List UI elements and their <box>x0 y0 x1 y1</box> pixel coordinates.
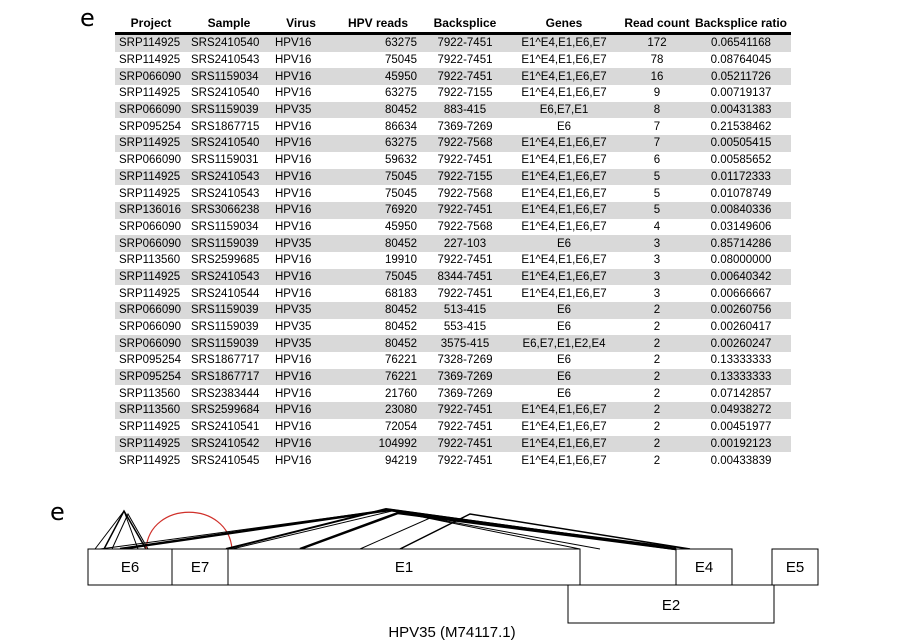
cell-virus: HPV16 <box>275 154 312 167</box>
cell-backsplice: 7922-7451 <box>425 34 505 52</box>
gene-label-e1: E1 <box>394 559 414 576</box>
cell-backsplice: 7922-7451 <box>437 254 493 267</box>
cell-backsplice: 883-415 <box>425 102 505 119</box>
cell-read-count: 2 <box>623 335 691 352</box>
cell-backsplice: 7369-7269 <box>437 387 493 400</box>
cell-backsplice-ratio: 0.21538462 <box>710 120 772 133</box>
gene-label-e7: E7 <box>190 559 210 576</box>
cell-backsplice-ratio: 0.03149606 <box>710 220 772 233</box>
cell-virus: HPV16 <box>275 354 312 367</box>
cell-backsplice: 7922-7451 <box>437 154 493 167</box>
cell-backsplice: 7922-7568 <box>437 220 493 233</box>
cell-read-count: 2 <box>623 436 691 453</box>
cell-read-count: 3 <box>623 269 691 286</box>
cell-backsplice-ratio: 0.85714286 <box>691 235 791 252</box>
cell-hpv-reads: 19910 <box>385 254 417 267</box>
cell-virus: HPV16 <box>275 87 312 100</box>
cell-sample: SRS3066238 <box>187 202 271 219</box>
cell-backsplice: 7922-7451 <box>425 402 505 419</box>
cell-virus: HPV16 <box>275 54 312 67</box>
cell-read-count: 5 <box>623 169 691 186</box>
cell-backsplice-ratio: 0.01172333 <box>691 169 791 186</box>
header-genes: Genes <box>505 14 623 34</box>
cell-hpv-reads: 75045 <box>331 269 425 286</box>
cell-backsplice-ratio: 0.00260756 <box>691 302 791 319</box>
cell-backsplice: 7922-7451 <box>437 287 493 300</box>
cell-read-count: 2 <box>623 302 691 319</box>
cell-read-count: 4 <box>653 220 661 233</box>
cell-sample: SRS1867715 <box>191 120 260 133</box>
cell-sample: SRS1159034 <box>191 220 259 233</box>
cell-sample: SRS2410540 <box>187 135 271 152</box>
backsplice-arc <box>120 510 676 549</box>
cell-genes: E1^E4,E1,E6,E7 <box>505 68 623 85</box>
cell-sample: SRS2410543 <box>187 169 271 186</box>
cell-genes: E1^E4,E1,E6,E7 <box>505 269 623 286</box>
cell-sample: SRS2383444 <box>191 387 260 400</box>
cell-hpv-reads: 80452 <box>331 335 425 352</box>
cell-read-count: 2 <box>653 421 661 434</box>
cell-read-count: 2 <box>623 402 691 419</box>
cell-genes: E1^E4,E1,E6,E7 <box>521 220 607 233</box>
cell-read-count: 16 <box>623 68 691 85</box>
cell-virus: HPV16 <box>271 169 331 186</box>
cell-project: SRP066090 <box>115 302 187 319</box>
cell-backsplice: 7922-7451 <box>437 421 493 434</box>
cell-backsplice-ratio: 0.13333333 <box>691 369 791 386</box>
cell-virus: HPV16 <box>271 269 331 286</box>
cell-genes: E1^E4,E1,E6,E7 <box>505 34 623 52</box>
cell-hpv-reads: 59632 <box>385 154 417 167</box>
cell-genes: E6 <box>556 321 572 334</box>
cell-sample: SRS1159039 <box>187 335 271 352</box>
cell-hpv-reads: 80452 <box>331 302 425 319</box>
cell-project: SRP114925 <box>119 287 181 300</box>
cell-hpv-reads: 75045 <box>385 187 417 200</box>
cell-hpv-reads: 75045 <box>385 54 417 67</box>
backsplice-arc <box>226 509 676 549</box>
cell-backsplice-ratio: 0.00505415 <box>691 135 791 152</box>
cell-backsplice: 553-415 <box>443 321 487 334</box>
cell-genes: E6 <box>556 120 572 133</box>
cell-virus: HPV35 <box>271 102 331 119</box>
cell-backsplice-ratio: 0.01078749 <box>710 187 772 200</box>
cell-backsplice: 7922-7155 <box>437 87 493 100</box>
cell-project: SRP114925 <box>115 436 187 453</box>
cell-backsplice: 7369-7269 <box>437 120 493 133</box>
panel-label-bottom: e <box>50 498 65 526</box>
header-read-count: Read count <box>623 14 691 34</box>
cell-read-count: 8 <box>623 102 691 119</box>
cell-project: SRP066090 <box>119 220 182 233</box>
panel-label-top: e <box>80 4 95 32</box>
gene-label-e5: E5 <box>785 559 805 576</box>
cell-virus: HPV16 <box>271 68 331 85</box>
backsplice-arc <box>100 510 580 549</box>
cell-project: SRP114925 <box>119 54 181 67</box>
cell-backsplice: 7922-7451 <box>437 54 493 67</box>
cell-read-count: 3 <box>653 254 661 267</box>
cell-hpv-reads: 94219 <box>385 454 417 467</box>
cell-virus: HPV35 <box>275 321 312 334</box>
cell-read-count: 6 <box>653 154 661 167</box>
cell-backsplice-ratio: 0.00640342 <box>691 269 791 286</box>
header-virus: Virus <box>271 14 331 34</box>
cell-project: SRP066090 <box>115 335 187 352</box>
cell-hpv-reads: 21760 <box>385 387 417 400</box>
cell-sample: SRS2410540 <box>191 87 260 100</box>
cell-project: SRP113560 <box>119 254 181 267</box>
cell-hpv-reads: 80452 <box>331 102 425 119</box>
cell-hpv-reads: 104992 <box>331 436 425 453</box>
cell-backsplice: 7922-7451 <box>425 202 505 219</box>
cell-hpv-reads: 68183 <box>385 287 417 300</box>
cell-virus: HPV16 <box>271 402 331 419</box>
cell-project: SRP113560 <box>115 402 187 419</box>
cell-backsplice: 3575-415 <box>425 335 505 352</box>
gene-label-e4: E4 <box>694 559 714 576</box>
cell-virus: HPV16 <box>271 436 331 453</box>
cell-genes: E1^E4,E1,E6,E7 <box>505 135 623 152</box>
cell-backsplice: 7922-7451 <box>437 454 493 467</box>
cell-backsplice-ratio: 0.00585652 <box>710 154 772 167</box>
cell-hpv-reads: 63275 <box>331 34 425 52</box>
cell-sample: SRS2599685 <box>191 254 260 267</box>
gene-label-e2: E2 <box>661 597 681 614</box>
cell-hpv-reads: 75045 <box>331 169 425 186</box>
cell-backsplice-ratio: 0.00192123 <box>691 436 791 453</box>
cell-backsplice-ratio: 0.00719137 <box>710 87 772 100</box>
cell-virus: HPV35 <box>271 335 331 352</box>
cell-backsplice-ratio: 0.00840336 <box>691 202 791 219</box>
cell-genes: E6 <box>556 387 572 400</box>
header-backsplice-ratio: Backsplice ratio <box>691 14 791 34</box>
cell-backsplice-ratio: 0.00260247 <box>691 335 791 352</box>
cell-virus: HPV16 <box>271 202 331 219</box>
cell-sample: SRS1159039 <box>191 321 259 334</box>
header-project: Project <box>115 14 187 34</box>
cell-sample: SRS1159034 <box>187 68 271 85</box>
cell-hpv-reads: 45950 <box>331 68 425 85</box>
cell-read-count: 2 <box>653 387 661 400</box>
cell-sample: SRS2410545 <box>191 454 260 467</box>
cell-project: SRP113560 <box>119 387 181 400</box>
cell-backsplice-ratio: 0.08764045 <box>710 54 772 67</box>
cell-backsplice-ratio: 0.00433839 <box>710 454 772 467</box>
cell-read-count: 5 <box>653 187 661 200</box>
cell-project: SRP066090 <box>115 68 187 85</box>
cell-hpv-reads: 80452 <box>331 235 425 252</box>
cell-genes: E6 <box>505 235 623 252</box>
cell-backsplice: 7369-7269 <box>425 369 505 386</box>
cell-backsplice: 513-415 <box>425 302 505 319</box>
cell-sample: SRS1159039 <box>187 102 271 119</box>
cell-sample: SRS1159039 <box>187 235 271 252</box>
cell-genes: E1^E4,E1,E6,E7 <box>521 154 607 167</box>
cell-backsplice: 7922-7568 <box>425 135 505 152</box>
cell-backsplice: 8344-7451 <box>425 269 505 286</box>
cell-virus: HPV16 <box>271 135 331 152</box>
cell-virus: HPV16 <box>275 120 312 133</box>
cell-virus: HPV35 <box>271 302 331 319</box>
cell-sample: SRS1159031 <box>191 154 259 167</box>
cell-project: SRP114925 <box>115 34 187 52</box>
cell-genes: E6,E7,E1,E2,E4 <box>505 335 623 352</box>
cell-sample: SRS2410540 <box>187 34 271 52</box>
cell-backsplice: 7922-7451 <box>425 68 505 85</box>
cell-genes: E6 <box>556 354 572 367</box>
cell-sample: SRS2410544 <box>191 287 260 300</box>
cell-backsplice-ratio: 0.00431383 <box>691 102 791 119</box>
cell-genes: E1^E4,E1,E6,E7 <box>521 421 607 434</box>
cell-project: SRP114925 <box>115 269 187 286</box>
cell-sample: SRS2410543 <box>187 269 271 286</box>
cell-backsplice-ratio: 0.00260417 <box>710 321 772 334</box>
cell-read-count: 3 <box>653 287 661 300</box>
cell-project: SRP095254 <box>119 354 182 367</box>
cell-hpv-reads: 76221 <box>385 354 417 367</box>
cell-virus: HPV16 <box>275 387 312 400</box>
cell-sample: SRS1867717 <box>187 369 271 386</box>
cell-backsplice-ratio: 0.04938272 <box>691 402 791 419</box>
cell-project: SRP095254 <box>119 120 182 133</box>
cell-genes: E6,E7,E1 <box>505 102 623 119</box>
cell-sample: SRS2410541 <box>191 421 260 434</box>
cell-sample: SRS1159039 <box>187 302 271 319</box>
cell-genes: E1^E4,E1,E6,E7 <box>521 287 607 300</box>
cell-project: SRP114925 <box>115 135 187 152</box>
cell-hpv-reads: 45950 <box>385 220 417 233</box>
cell-read-count: 78 <box>650 54 664 67</box>
cell-genes: E1^E4,E1,E6,E7 <box>505 402 623 419</box>
cell-genes: E1^E4,E1,E6,E7 <box>521 254 607 267</box>
cell-read-count: 5 <box>623 202 691 219</box>
cell-backsplice-ratio: 0.06541168 <box>691 34 791 52</box>
cell-read-count: 2 <box>623 369 691 386</box>
cell-hpv-reads: 80452 <box>385 321 417 334</box>
cell-genes: E1^E4,E1,E6,E7 <box>521 87 607 100</box>
cell-genes: E6 <box>505 302 623 319</box>
cell-genes: E6 <box>505 369 623 386</box>
header-backsplice: Backsplice <box>425 14 505 34</box>
cell-virus: HPV16 <box>275 187 312 200</box>
cell-read-count: 172 <box>623 34 691 52</box>
cell-project: SRP136016 <box>115 202 187 219</box>
cell-backsplice: 7922-7451 <box>425 436 505 453</box>
cell-read-count: 7 <box>623 135 691 152</box>
cell-virus: HPV35 <box>271 235 331 252</box>
cell-sample: SRS2410543 <box>191 54 260 67</box>
cell-read-count: 9 <box>653 87 661 100</box>
cell-sample: SRS1867717 <box>191 354 260 367</box>
cell-hpv-reads: 72054 <box>385 421 417 434</box>
cell-virus: HPV16 <box>275 421 312 434</box>
cell-project: SRP066090 <box>115 102 187 119</box>
gene-label-e6: E6 <box>120 559 140 576</box>
cell-backsplice-ratio: 0.08000000 <box>710 254 772 267</box>
cell-read-count: 2 <box>653 321 661 334</box>
cell-sample: SRS2410543 <box>191 187 260 200</box>
cell-backsplice-ratio: 0.07142857 <box>710 387 772 400</box>
cell-read-count: 2 <box>653 454 661 467</box>
cell-backsplice: 7922-7568 <box>437 187 493 200</box>
cell-hpv-reads: 86634 <box>385 120 417 133</box>
cell-sample: SRS2410542 <box>187 436 271 453</box>
cell-sample: SRS2599684 <box>187 402 271 419</box>
cell-project: SRP114925 <box>115 169 187 186</box>
cell-project: SRP114925 <box>119 421 181 434</box>
cell-backsplice: 227-103 <box>425 235 505 252</box>
header-sample: Sample <box>187 14 271 34</box>
cell-genes: E1^E4,E1,E6,E7 <box>521 54 607 67</box>
cell-genes: E1^E4,E1,E6,E7 <box>505 436 623 453</box>
cell-backsplice: 7922-7155 <box>425 169 505 186</box>
cell-project: SRP066090 <box>119 321 182 334</box>
cell-genes: E1^E4,E1,E6,E7 <box>505 169 623 186</box>
cell-genes: E1^E4,E1,E6,E7 <box>521 187 607 200</box>
cell-virus: HPV16 <box>271 34 331 52</box>
cell-read-count: 2 <box>653 354 661 367</box>
cell-project: SRP114925 <box>119 454 181 467</box>
cell-virus: HPV16 <box>275 254 312 267</box>
backsplice-arc <box>300 513 676 549</box>
cell-virus: HPV16 <box>271 369 331 386</box>
cell-backsplice-ratio: 0.05211726 <box>691 68 791 85</box>
cell-project: SRP095254 <box>115 369 187 386</box>
cell-hpv-reads: 63275 <box>331 135 425 152</box>
cell-hpv-reads: 76221 <box>331 369 425 386</box>
cell-virus: HPV16 <box>275 454 312 467</box>
cell-project: SRP066090 <box>119 154 182 167</box>
cell-read-count: 7 <box>653 120 661 133</box>
cell-hpv-reads: 63275 <box>385 87 417 100</box>
cell-project: SRP066090 <box>115 235 187 252</box>
cell-project: SRP114925 <box>119 187 181 200</box>
cell-read-count: 3 <box>623 235 691 252</box>
cell-hpv-reads: 76920 <box>331 202 425 219</box>
cell-hpv-reads: 23080 <box>331 402 425 419</box>
backsplice-arcs <box>95 509 690 549</box>
cell-backsplice-ratio: 0.00666667 <box>710 287 772 300</box>
cell-project: SRP114925 <box>119 87 181 100</box>
genome-label: HPV35 (M74117.1) <box>388 624 516 641</box>
cell-backsplice-ratio: 0.00451977 <box>710 421 772 434</box>
cell-genes: E1^E4,E1,E6,E7 <box>505 202 623 219</box>
cell-backsplice: 7328-7269 <box>437 354 493 367</box>
cell-backsplice-ratio: 0.13333333 <box>710 354 772 367</box>
cell-genes: E1^E4,E1,E6,E7 <box>521 454 607 467</box>
cell-virus: HPV16 <box>275 287 312 300</box>
cell-virus: HPV16 <box>275 220 312 233</box>
backsplice-arc <box>95 511 138 549</box>
header-hpv-reads: HPV reads <box>331 14 425 34</box>
